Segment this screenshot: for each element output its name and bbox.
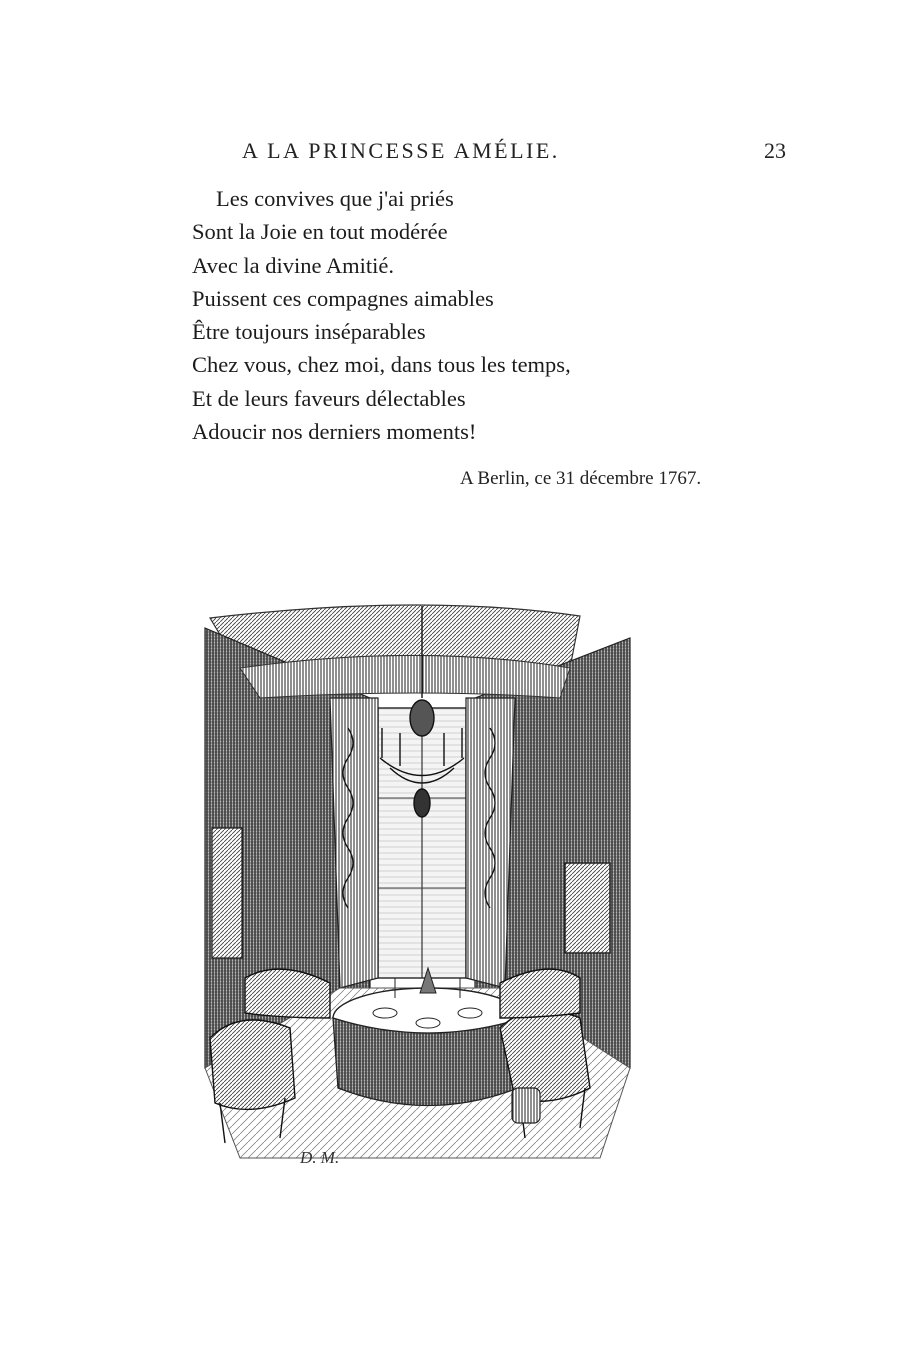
valance	[240, 656, 570, 699]
poem-line: Sont la Joie en tout modérée	[192, 219, 448, 245]
footstool	[512, 1088, 540, 1123]
poem-line: Avec la divine Amitié.	[192, 252, 395, 278]
poem-line: Être toujours inséparables	[192, 319, 426, 345]
artist-signature: D. M.	[300, 1148, 340, 1167]
poem-line: Adoucir nos derniers moments!	[192, 419, 477, 445]
poem-line: Et de leurs faveurs délectables	[192, 385, 466, 411]
poem-line: Puissent ces compagnes aimables	[192, 285, 494, 311]
poem-line: Chez vous, chez moi, dans tous les temps,	[192, 352, 571, 378]
engraving-illustration	[200, 598, 640, 1180]
poem-stanza	[192, 182, 752, 448]
left-wall-painting	[212, 828, 242, 958]
page-number: 23	[764, 138, 786, 163]
running-title: A LA PRINCESSE AMÉLIE.	[242, 138, 560, 163]
date-signoff: A Berlin, ce 31 décembre 1767.	[460, 468, 702, 489]
right-wall-painting	[565, 863, 610, 953]
poem-line: Les convives que j'ai priés	[216, 186, 454, 211]
engraving-image	[200, 598, 640, 1180]
